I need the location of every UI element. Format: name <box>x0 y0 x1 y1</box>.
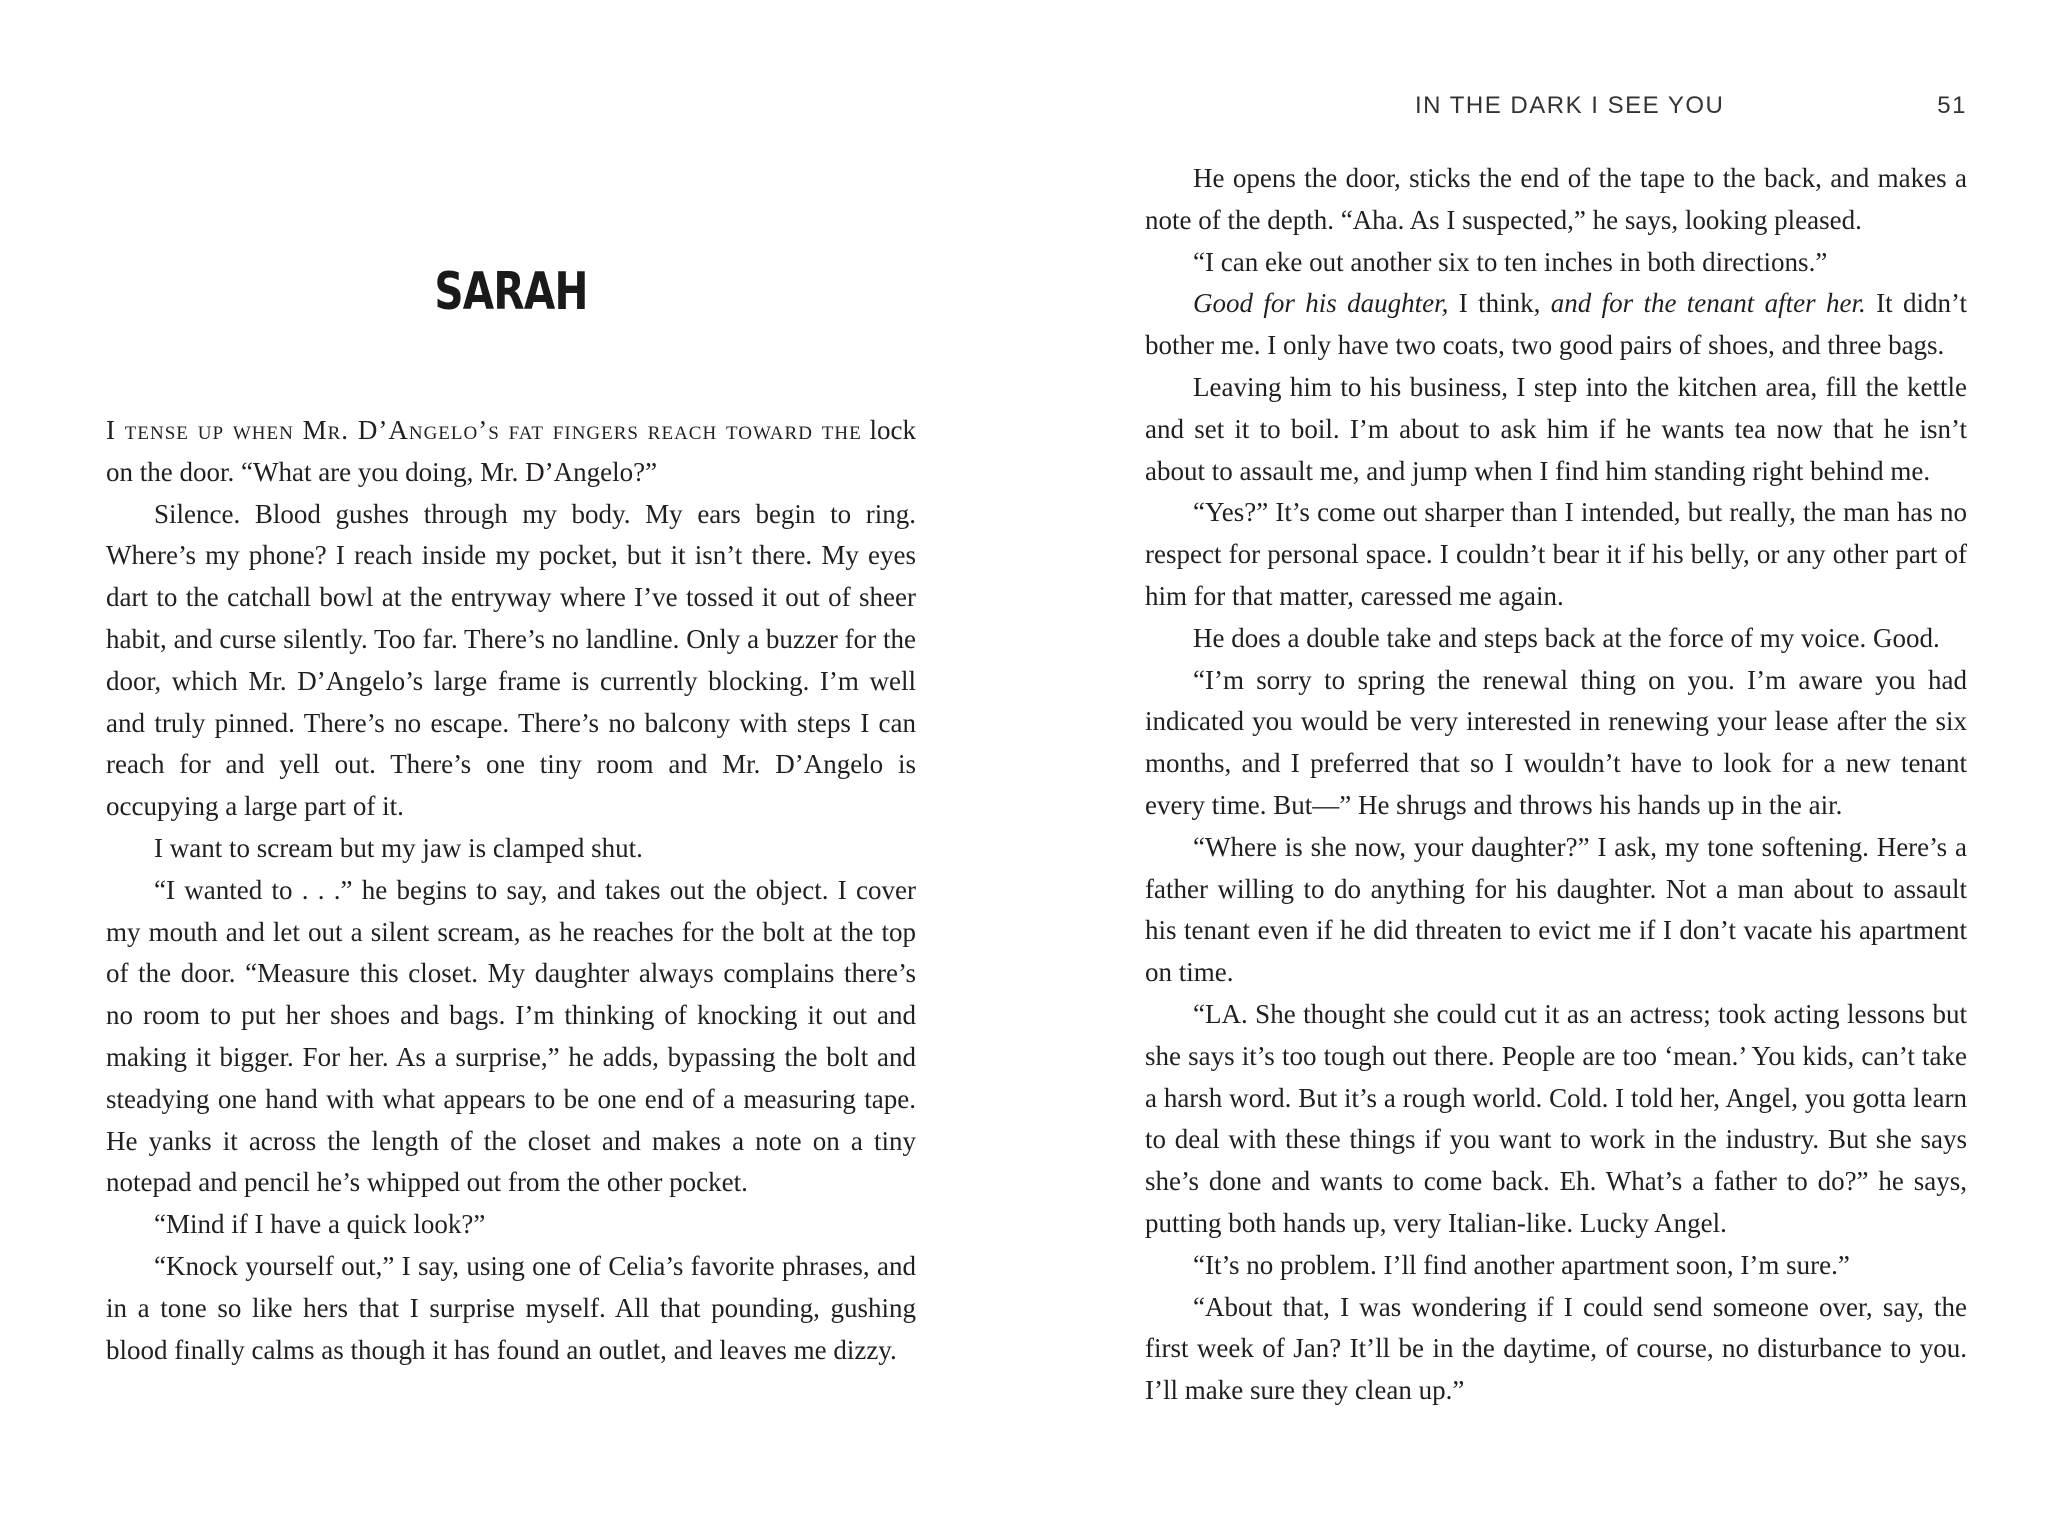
paragraph: He opens the door, sticks the end of the tape to the back, and makes a note of the depth. “Aha. As I suspected,” he says, looking pleased. <box>1145 163 1967 235</box>
paragraph-text: I think, <box>1448 288 1551 319</box>
chapter-title: SARAH <box>434 262 588 322</box>
paragraph: “I’m sorry to spring the renewal thing on you. I’m aware you had indicated you would be very interested in renewing your lease after the six months, and I preferred that so I wouldn’t have to look for a new tenant every time. But—” He shrugs and throws his hands up in the air. <box>1145 664 1967 820</box>
paragraph <box>106 410 916 494</box>
left-page-body <box>106 410 916 1371</box>
paragraph: “I can eke out another six to ten inches in both directions.” <box>1193 246 1828 277</box>
italic-text: Good for his daughter, <box>1193 288 1449 319</box>
paragraph: “About that, I was wondering if I could send someone over, say, the first week of Jan? It’ll be in the daytime, of course, no disturbance to you. I’ll make sure they clean up.” <box>1145 1291 1967 1406</box>
chapter-opening-small-caps: I tense up when Mr. D’Angelo’s fat fingers reach toward the <box>106 415 862 445</box>
italic-text: and for the tenant after her. <box>1550 288 1866 319</box>
paragraph: “Knock yourself out,” I say, using one of Celia’s favorite phrases, and in a tone so like hers that I surprise myself. All that pounding, gushing blood finally calms as though it has found an outlet, and leaves me dizzy. <box>106 1250 916 1365</box>
paragraph-continuation: lock on the door. “What are you doing, Mr. D’Angelo?” <box>106 415 916 487</box>
paragraph: Silence. Blood gushes through my body. My ears begin to ring. Where’s my phone? I reach inside my pocket, but it isn’t there. My eyes dart to the catchall bowl at the entryway where I’ve tossed it out of sheer habit, and curse silently. Too far. There’s no landline. Only a buzzer for the door, which Mr. D’Angelo’s large frame is currently blocking. I’m well and truly pinned. There’s no escape. There’s no balcony with steps I can reach for and yell out. There’s one tiny room and Mr. D’Angelo is occupying a large part of it. <box>106 498 916 822</box>
paragraph: “Where is she now, your daughter?” I ask, my tone softening. Here’s a father willing to do anything for his daughter. Not a man about to assault his tenant even if he did threaten to evict me if I don’t vacate his apartment on time. <box>1145 831 1967 988</box>
paragraph: Leaving him to his business, I step into the kitchen area, fill the kettle and set it to boil. I’m about to ask him if he wants tea now that he isn’t about to assault me, and jump when I find him standing right behind me. <box>1145 371 1967 486</box>
running-head <box>1145 92 1967 128</box>
paragraph: “It’s no problem. I’ll find another apartment soon, I’m sure.” <box>1193 1249 1850 1280</box>
running-head-title: IN THE DARK I SEE YOU <box>1415 92 1725 119</box>
paragraph: “Yes?” It’s come out sharper than I intended, but really, the man has no respect for personal space. I couldn’t bear it if his belly, or any other part of him for that matter, caressed me again. <box>1145 497 1967 611</box>
paragraph: “Mind if I have a quick look?” <box>154 1209 486 1240</box>
paragraph-text: It didn’t bother me. I only have two coats, two good pairs of shoes, and three bags. <box>1145 288 1967 361</box>
paragraph: I want to scream but my jaw is clamped shut. <box>154 832 643 863</box>
page-number: 51 <box>1937 92 1967 119</box>
paragraph: He does a double take and steps back at the force of my voice. Good. <box>1193 622 1940 653</box>
right-page-body <box>1145 158 1967 1412</box>
paragraph <box>1145 283 1967 367</box>
paragraph: “LA. She thought she could cut it as an actress; took acting lessons but she says it’s too tough out there. People are too ‘mean.’ You kids, can’t take a harsh word. But it’s a rough world. Cold. I told her, Angel, you gotta learn to deal with these things if you want to work in the industry. But she says she’s done and wants to come back. Eh. What’s a father to do?” he says, putting both hands up, very Italian-like. Lucky Angel. <box>1145 998 1967 1238</box>
paragraph: “I wanted to . . .” he begins to say, and takes out the object. I cover my mouth and let out a silent scream, as he reaches for the bolt at the top of the door. “Measure this closet. My daughter always complains there’s no room to put her shoes and bags. I’m thinking of knocking it out and making it bigger. For her. As a surprise,” he adds, bypassing the bolt and steadying one hand with what appears to be one end of a measuring tape. He yanks it across the length of the closet and makes a note on a tiny notepad and pencil he’s whipped out from the other pocket. <box>106 874 916 1198</box>
